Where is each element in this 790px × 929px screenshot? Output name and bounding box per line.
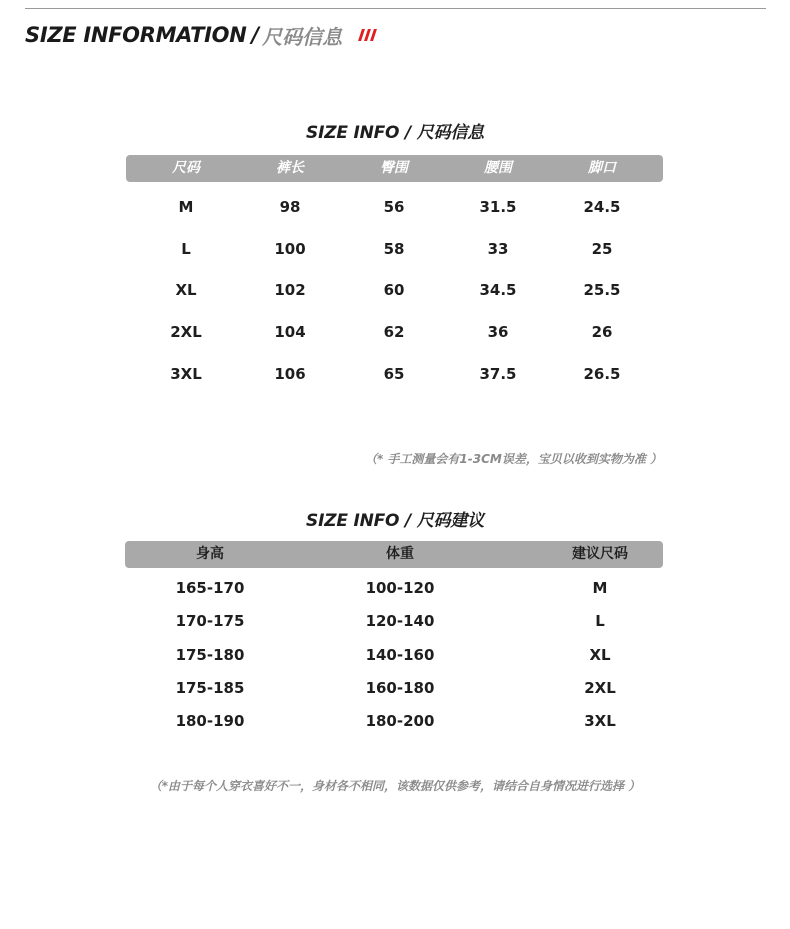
table-row: [0, 320, 790, 344]
table-cell: 2XL: [584, 679, 616, 697]
table-row: [0, 278, 790, 302]
table-row: [0, 643, 790, 667]
table-cell: M: [178, 198, 194, 216]
table-cell: L: [181, 240, 191, 258]
table-cell: 24.5: [583, 198, 621, 216]
table-cell: 26.5: [583, 365, 621, 383]
table-cell: 56: [383, 198, 405, 216]
size-table-title: SIZE INFO / 尺码信息: [306, 123, 484, 143]
table-cell: 25.5: [583, 281, 621, 299]
measurement-note: （* 手工测量会有1-3CM误差，宝贝以收到实物为准 ）: [364, 452, 662, 466]
table-cell: 120-140: [365, 612, 435, 630]
table-row: [0, 709, 790, 733]
table-cell: 100: [274, 240, 306, 258]
table-cell: M: [592, 579, 608, 597]
column-header: 建议尺码: [572, 546, 628, 562]
table-row: [0, 576, 790, 600]
recommend-table-header: [125, 541, 663, 568]
page-header: [25, 20, 375, 50]
table-row: [0, 195, 790, 219]
table-cell: 104: [274, 323, 306, 341]
table-cell: 175-185: [175, 679, 245, 697]
column-header: 裤长: [276, 160, 304, 176]
table-row: [0, 676, 790, 700]
table-cell: 25: [591, 240, 613, 258]
table-cell: 102: [274, 281, 306, 299]
column-header: 臀围: [380, 160, 408, 176]
table-cell: L: [595, 612, 605, 630]
table-cell: 175-180: [175, 646, 245, 664]
table-cell: 170-175: [175, 612, 245, 630]
table-cell: 26: [591, 323, 613, 341]
table-cell: 160-180: [365, 679, 435, 697]
recommend-table-title: SIZE INFO / 尺码建议: [306, 511, 484, 531]
table-row: [0, 237, 790, 261]
table-cell: 3XL: [584, 712, 616, 730]
table-cell: 34.5: [479, 281, 517, 299]
size-table-header: [126, 155, 663, 182]
fit-disclaimer-note: （*由于每个人穿衣喜好不一，身材各不相同，该数据仅供参考，请结合自身情况进行选择 ）: [149, 779, 641, 793]
column-header: 腰围: [484, 160, 512, 176]
table-cell: 180-200: [365, 712, 435, 730]
table-cell: 62: [383, 323, 405, 341]
column-header: 体重: [386, 546, 414, 562]
table-cell: 31.5: [479, 198, 517, 216]
table-cell: 140-160: [365, 646, 435, 664]
table-cell: 100-120: [365, 579, 435, 597]
table-cell: 33: [487, 240, 509, 258]
top-divider: [25, 8, 766, 9]
table-cell: XL: [589, 646, 611, 664]
table-cell: 36: [487, 323, 509, 341]
table-cell: 106: [274, 365, 306, 383]
table-cell: 180-190: [175, 712, 245, 730]
page-title-cn: 尺码信息: [262, 24, 343, 49]
table-cell: 58: [383, 240, 405, 258]
title-separator: /: [251, 23, 260, 47]
table-cell: 165-170: [175, 579, 245, 597]
table-row: [0, 362, 790, 386]
accent-stripes-icon: [360, 29, 375, 41]
table-cell: 60: [383, 281, 405, 299]
page-title-en: SIZE INFORMATION: [25, 23, 247, 47]
table-cell: 3XL: [170, 365, 202, 383]
column-header: 身高: [196, 546, 224, 562]
table-cell: 98: [279, 198, 301, 216]
table-row: [0, 609, 790, 633]
column-header: 脚口: [588, 160, 616, 176]
table-cell: 2XL: [170, 323, 202, 341]
table-cell: 65: [383, 365, 405, 383]
table-cell: 37.5: [479, 365, 517, 383]
column-header: 尺码: [172, 160, 200, 176]
table-cell: XL: [175, 281, 197, 299]
